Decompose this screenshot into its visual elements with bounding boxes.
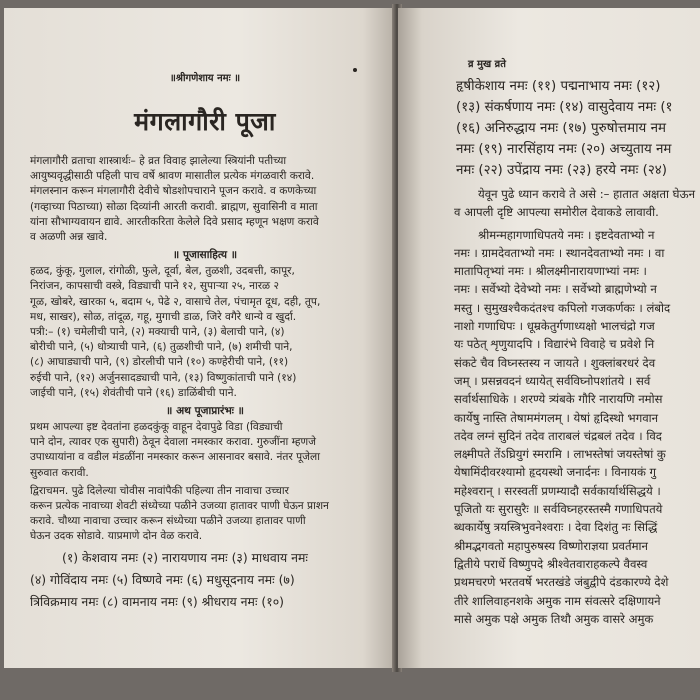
text-line: यः पठेत् शृणुयादपि । विद्यारंभे विवाहे च प्रवेशे नि [454,337,655,352]
text-line: मंगलागौरी व्रताचा शास्त्रार्थः– हे व्रत विवाह झालेल्या स्त्रियांनी पतीच्या [30,155,287,167]
names-list-continued [418,76,700,181]
text-line: हळद, कुंकू, गुलाल, रांगोळी, फुले, दूर्वा, बेल, तुळशी, उदबत्ती, कापूर, [30,265,295,278]
materials-heading: ॥ पूजासाहित्य ॥ [172,249,238,262]
names-list [30,547,380,613]
text-line: तीरे शालिवाहनशके अमुक नाम संवत्सरे दक्षिणायने [454,593,661,608]
intro-paragraph [30,154,380,245]
text-line: महेश्वरान् । सरस्वतीं प्रणम्यादौ सर्वकार्यार्थसिद्धये । [454,483,661,498]
text-line: श्रीमन्महागणाधिपतये नमः । इष्टदेवताभ्यो न [478,227,655,242]
pooja-start-heading: ॥ अथ पूजाप्रारंभः ॥ [166,405,244,418]
text-line: द्विराचमन. पुढे दिलेल्या चोवीस नावांपैकी पहिल्या तीन नावाचा उच्चार [30,484,289,497]
text-line: प्रथमचरणे भरतवर्षे भरतखंडे जंबुद्वीपे दंडकारण्ये देशे [454,575,669,590]
text-line: व अळणी अन्न खावे. [30,231,108,244]
text-line: पूजितो यः सुरासुरैः ॥ सर्वविघ्नहरस्तस्मै गणाधिपतये [454,502,663,517]
text-line: आयुष्यवृद्धीसाठी पहिली पाच वर्षे श्रावण मासातील प्रत्येक मंगळवारी करावे. [30,170,315,183]
text-line: येवून पुढे ध्यान करावे ते असे :– हातात अक्षता घेऊन [478,187,696,201]
text-line: लक्ष्मीपते तेंऽघ्रियुगं स्मरामि । लाभस्तेषां जयस्तेषां कु [454,447,666,462]
text-line: श्रीमद्भगवतो महापुरुषस्य विष्णोराज्ञया प्रवर्तमान [454,538,648,553]
text-line: मंगलस्नान करून मंगलागौरी देवीचे षोडशोपचाराने पूजन करावे. व कणकेच्या [30,185,317,198]
text-line: जाईची पाने, (१५) शेवंतीची पाने (१६) डाळिंबीची पाने. [30,386,237,399]
text-line: येषामिंदीवरश्यामो हृदयस्थो जनार्दनः । विनायकं गु [454,465,657,480]
text-line: सुरुवात करावी. [30,466,89,479]
text-line: नमः (१९) नारसिंहाय नमः (२०) अच्युताय नम [456,142,672,157]
text-line: संकटे चैव विघ्नस्तस्य न जायते । शुक्लांबरधरं देव [454,355,656,370]
text-line: सर्वार्थसाधिके । शरण्ये त्र्यंबके गौरि नारायणि नमोस [454,392,663,407]
text-line: यांना सौभाग्यवायन द्यावे. आरतीकरिता केलेले दिवे प्रसाद म्हणून भक्षण करावे [30,215,319,228]
ink-dot [353,68,357,72]
text-line: ब्धकार्येषु त्रयस्त्रिभुवनेश्वराः । देवा दिशंतु नः सिद्धिं [454,520,658,535]
text-line: (गव्हाच्या पिठाच्या) सोळा दिव्यांनी आरती करावी. ब्राह्मण, सुवासिनी व माता [30,200,318,213]
text-line: नमः । ग्रामदेवताभ्यो नमः । स्थानदेवताभ्यो नमः । वा [454,245,665,260]
text-line: कार्येषु नास्ति तेषाममंगलम् । येषां हृदिस्थो भगवान [454,410,659,425]
text-line: मासे अमुक पक्षे अमुक तिथौ अमुक वासरे अमुक [454,611,654,626]
text-line: नाशो गणाधिपः । धूम्रकेतुर्गणाध्यक्षो भालचंद्रो गज [454,319,655,334]
text-line: पाने दोन, त्यावर एक सुपारी) ठेवून देवाला नमस्कार करावा. गुरुजींना म्हणजे [30,436,316,449]
text-line: उपाध्यायांना व वडील मंडळींना नमस्कार करून आसनावर बसावे. नंतर पूजेला [30,451,320,464]
text-line: करावे. चौथ्या नावाचा उच्चार करून संध्येच्या पळीने उजव्या हातावर पाणी [30,515,306,528]
right-page [398,8,700,668]
text-line: द्वितीये परार्धे विष्णुपदे श्रीश्वेतवाराहकल्पे वैवस्व [454,556,648,571]
text-line: गूळ, खोबरे, खारका ५, बदाम ५, पेढे २, वासाचे तेल, पंचामृत दूध, दही, तूप, [30,295,321,308]
text-line: मध, साखर), सोळ, तांदूळ, गहू, मुगाची डाळ, जिरे वगैरे धान्ये व खुर्दा. [30,310,297,323]
text-line: (८) आघाड्याची पाने, (९) डोरलीची पाने (१०) कण्हेरीची पाने, (११) [30,356,289,369]
text-line: हृषीकेशाय नमः (११) पद्मनाभाय नमः (१२) [456,79,661,94]
text-line: (१) केशवाय नमः (२) नारायणाय नमः (३) माधवाय नमः [62,549,308,565]
start-paragraph [30,420,380,481]
text-line: नमः । सर्वेभ्यो देवेभ्यो नमः । सर्वेभ्यो ब्राह्मणेभ्यो न [454,282,657,297]
text-line: रुईची पाने, (१२) अर्जुनसादड्याची पाने, (१३) विष्णुकांताची पाने (१४) [30,371,297,384]
text-line: घेऊन उदक सोडावे. याप्रमाणे दोन वेळ करावे. [30,530,203,543]
text-line: नमः (२२) उपेंद्राय नमः (२३) हरये नमः (२४) [456,163,667,178]
running-head: व्र मुख व्रते [468,59,506,70]
text-line: (१३) संकर्षणाय नमः (१४) वासुदेवाय नमः (१ [456,100,673,115]
text-line: तदेव लग्नं सुदिनं तदेव ताराबलं चंद्रबलं तदेव । विद [454,428,662,443]
materials-paragraph [30,264,380,401]
left-page [4,8,394,668]
text-line: (१६) अनिरुद्धाय नमः (१७) पुरुषोत्तमाय नम [456,121,667,136]
achaman-paragraph [30,484,380,545]
text-line: (४) गोविंदाय नमः (५) विष्णवे नमः (६) मधुसूदनाय नमः (७) [30,571,295,587]
instruction-paragraph [418,185,700,222]
page-title: मंगलागौरी पूजा [134,107,276,136]
text-line: प्रथम आपल्या इष्ट देवतांना हळदकुंकू वाहून देवापुढे विडा (विड्याची [30,421,283,434]
text-line: बोरीची पाने, (५) धोत्र्याची पाने, (६) तुळशीची पाने, (७) शमीची पाने, [30,341,293,354]
text-line: जम् । प्रसन्नवदनं ध्यायेत् सर्वविघ्नोपशांतये । सर्व [454,373,651,388]
text-line: निरांजन, कापसाची वस्त्रे, विड्याची पाने १२, सुपाऱ्या २५, नारळ २ [30,280,279,293]
text-line: मस्तु । सुमुखश्चैकदंतश्च कपिलो गजकर्णकः । लंबोद [454,300,671,315]
text-line: त्रिविक्रमाय नमः (८) वामनाय नमः (९) श्रीधराय नमः (१०) [30,593,284,609]
invocation: ॥श्रीगणेशाय नमः ॥ [169,73,241,84]
text-line: करून प्रत्येक नावाच्या शेवटी संध्येच्या पळीने उजव्या हातावर पाणी घेऊन प्राशन [30,500,329,513]
mantra-paragraph [418,226,700,629]
text-line: पत्री:– (१) चमेलीची पाने, (२) मक्याची पाने, (३) बेलाची पाने, (४) [30,326,285,339]
text-line: मातापितृभ्यां नमः । श्रीलक्ष्मीनारायणाभ्यां नमः । [454,264,647,279]
text-line: व आपली दृष्टि आपल्या समोरील देवाकडे लावावी. [454,205,659,220]
